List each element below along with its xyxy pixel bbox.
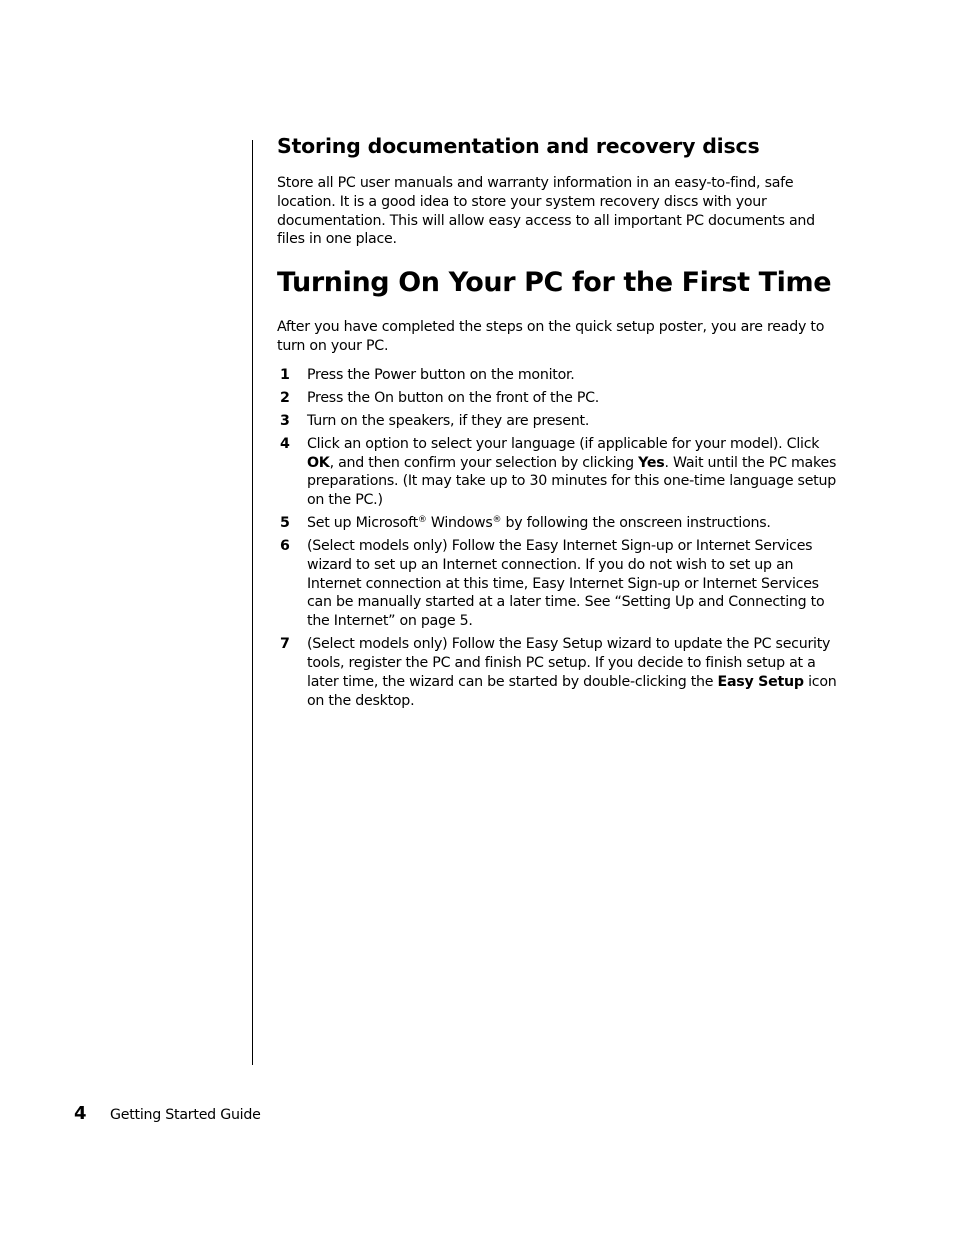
step-number: 1 [280, 366, 290, 383]
step-text-part: . Wait until the PC makes preparations. (It may take up to 30 minutes for this one-time language setup on the PC.) [307, 454, 837, 509]
guide-title: Getting Started Guide [110, 1107, 261, 1123]
step-text: (Select models only) Follow the Easy Internet Sign-up or Internet Services wizard to set up an Internet connection. If you do not wish to set up an Internet connection at this time, Easy Internet Sign-up or Internet Services can be manually started at a later time. See “Setting Up and Connecting to the Internet” on page 5. [307, 538, 825, 630]
step-item [277, 514, 839, 533]
page-footer [74, 1103, 261, 1124]
step-text-part: icon on the desktop. [307, 673, 837, 709]
section-paragraph: Store all PC user manuals and warranty information in an easy-to-find, safe location. It is a good idea to store your system recovery discs with your documentation. This will allow easy access to all important PC documents and files in one place. [277, 175, 815, 248]
step-text-part: Set up Microsoft [307, 515, 418, 532]
step-text-part: Click an option to select your language (if applicable for your model). Click [307, 435, 820, 452]
step-text [307, 435, 839, 510]
page-content [277, 128, 839, 715]
step-text [307, 635, 839, 710]
step-text [307, 514, 839, 533]
step-number: 4 [280, 435, 290, 452]
step-text-part: by following the onscreen instructions. [501, 515, 771, 532]
chapter-intro: After you have completed the steps on the quick setup poster, you are ready to turn on your PC. [277, 319, 825, 354]
registered-mark: ® [492, 515, 502, 526]
section-heading: Storing documentation and recovery discs [277, 134, 760, 158]
step-item [277, 412, 839, 431]
yes-button-reference: Yes [638, 454, 665, 471]
margin-rule [252, 140, 253, 1065]
step-number: 5 [280, 515, 290, 532]
step-item [277, 389, 839, 408]
step-number: 7 [280, 636, 290, 653]
step-text-part: Windows [426, 515, 493, 532]
step-text-part: , and then confirm your selection by clicking [329, 454, 639, 471]
step-text-part: (Select models only) Follow the Easy Setup wizard to update the PC security tools, register the PC and finish PC setup. If you decide to finish setup at a later time, the wizard can be started by double-clicking the [307, 636, 831, 690]
step-text: Turn on the speakers, if they are present. [307, 412, 590, 429]
step-item [277, 537, 839, 631]
step-number: 6 [280, 538, 290, 555]
step-item [277, 635, 839, 710]
step-text: Press the On button on the front of the PC. [307, 389, 600, 406]
registered-mark: ® [417, 515, 427, 526]
step-number: 2 [280, 389, 290, 406]
chapter-heading: Turning On Your PC for the First Time [277, 267, 832, 299]
steps-list [277, 366, 839, 711]
page-number: 4 [74, 1103, 87, 1124]
ok-button-reference: OK [307, 454, 330, 471]
step-number: 3 [280, 412, 290, 429]
step-item [277, 366, 839, 385]
step-text: Press the Power button on the monitor. [307, 366, 575, 383]
easy-setup-reference: Easy Setup [717, 673, 804, 690]
step-item [277, 435, 839, 510]
